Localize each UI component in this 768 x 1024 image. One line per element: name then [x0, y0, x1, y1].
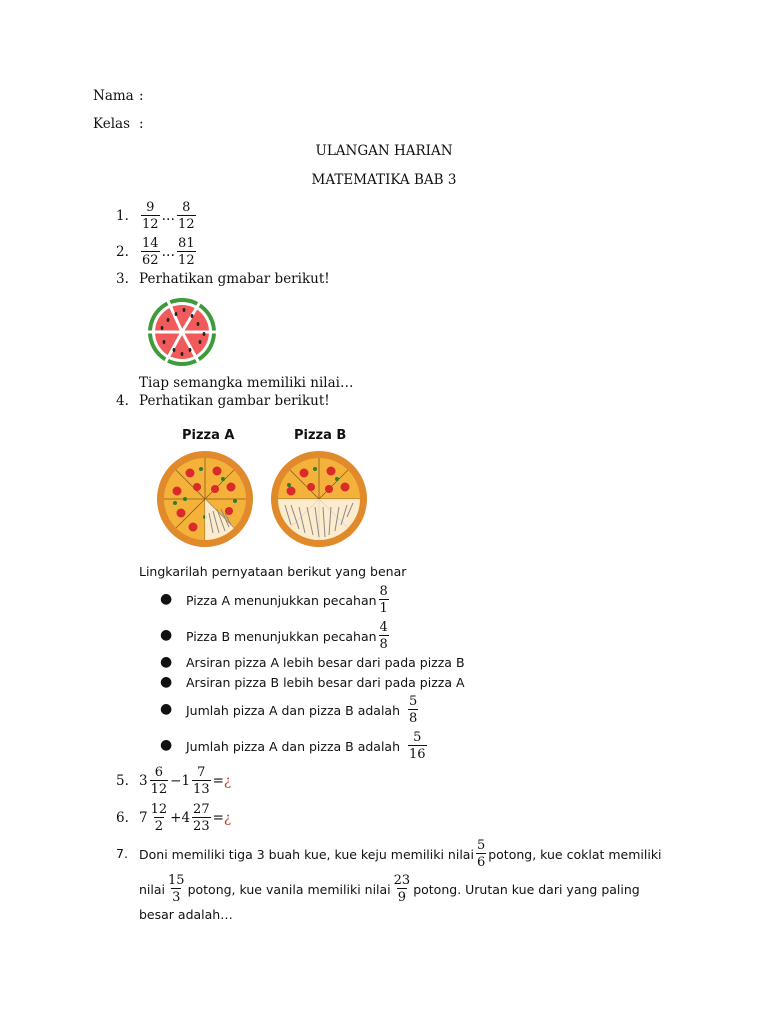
q4-option-1	[186, 583, 391, 617]
q5-expression	[139, 763, 231, 799]
frac-den: 23	[193, 819, 210, 834]
bullet-icon: ●	[160, 674, 173, 690]
q4-number: 4.	[116, 393, 129, 409]
q3-caption: Tiap semangka memiliki nilai…	[139, 375, 354, 391]
q2-fraction-a	[141, 237, 160, 267]
frac-den: 8	[379, 637, 388, 652]
q7-line-3: besar adalah…	[139, 907, 233, 922]
q1-number: 1.	[116, 208, 129, 224]
q1-fraction-b	[177, 201, 196, 231]
q5-number: 5.	[116, 773, 129, 789]
q6-expression	[139, 800, 231, 836]
pizza-a-label: Pizza A	[182, 428, 235, 443]
q7-fraction-1	[476, 839, 486, 869]
q4-option-2-fraction	[379, 621, 389, 651]
q4-option-5-text: Jumlah pizza A dan pizza B adalah	[186, 702, 401, 718]
pizza-b-label: Pizza B	[294, 428, 347, 443]
q7-line-2	[139, 871, 640, 907]
nama-colon: :	[139, 88, 144, 104]
q1-dots: …	[161, 208, 176, 224]
bullet-icon: ●	[160, 737, 173, 753]
q7-line-1-b: potong, kue coklat memiliki	[488, 846, 662, 862]
q4-option-5	[186, 693, 420, 727]
q6-whole-1: 7	[139, 810, 148, 826]
q5-equals: =	[212, 773, 224, 789]
q4-instruction: Lingkarilah pernyataan berikut yang benar	[139, 564, 407, 579]
q5-question-mark: ¿	[223, 773, 232, 789]
q6-fraction-2	[192, 803, 211, 833]
q4-option-2-text: Pizza B menunjukkan pecahan	[186, 628, 377, 644]
page-title: ULANGAN HARIAN	[315, 143, 453, 159]
kelas-label: Kelas	[93, 116, 131, 132]
q2-a-num: 14	[142, 236, 159, 251]
frac-den: 12	[150, 782, 168, 797]
q7-line-2-b: potong, kue vanila memiliki nilai	[187, 881, 391, 897]
q2-fraction-b	[177, 237, 196, 267]
q1-a-den: 12	[142, 217, 159, 232]
q4-option-5-fraction	[408, 695, 418, 725]
frac-num: 4	[379, 620, 388, 635]
q6-equals: =	[212, 810, 224, 826]
frac-num: 8	[379, 584, 388, 599]
pizza-b-image	[266, 450, 372, 548]
q7-line-1-a: Doni memiliki tiga 3 buah kue, kue keju memiliki nilai	[139, 846, 474, 862]
q7-fraction-2	[167, 874, 186, 904]
q4-option-3: Arsiran pizza A lebih besar dari pada pizza B	[186, 655, 465, 670]
q4-option-6-text: Jumlah pizza A dan pizza B adalah	[186, 738, 401, 754]
q6-number: 6.	[116, 810, 129, 826]
q4-text: Perhatikan gambar berikut!	[139, 393, 330, 409]
frac-num: 5	[413, 730, 422, 745]
bullet-icon: ●	[160, 654, 173, 670]
q7-line-2-c: potong. Urutan kue dari yang paling	[413, 881, 640, 897]
frac-den: 6	[476, 855, 486, 870]
q7-fraction-3	[393, 874, 412, 904]
nama-label: Nama	[93, 88, 134, 104]
watermelon-image	[144, 296, 220, 368]
q4-option-6-fraction	[408, 731, 427, 761]
q5-operator: −1	[170, 773, 191, 789]
q1-b-den: 12	[178, 217, 195, 232]
q4-option-1-fraction	[379, 585, 389, 615]
q7-line-1	[139, 836, 662, 872]
frac-den: 16	[409, 747, 426, 762]
q4-option-1-text: Pizza A menunjukkan pecahan	[186, 592, 377, 608]
q2-b-num: 81	[178, 236, 195, 251]
kelas-colon: :	[139, 116, 144, 132]
q3-number: 3.	[116, 271, 129, 287]
q5-fraction-1	[150, 766, 169, 796]
q4-option-6	[186, 729, 429, 763]
q7-number: 7.	[116, 846, 128, 861]
q4-option-4: Arsiran pizza B lebih besar dari pada pizza A	[186, 675, 465, 690]
bullet-icon: ●	[160, 591, 173, 607]
frac-den: 8	[409, 711, 418, 726]
bullet-icon: ●	[160, 627, 173, 643]
q1-expression	[139, 198, 198, 234]
frac-num: 12	[150, 802, 168, 817]
q2-a-den: 62	[142, 253, 159, 268]
q3-text: Perhatikan gmabar berikut!	[139, 271, 330, 287]
q2-number: 2.	[116, 244, 129, 260]
q1-b-num: 8	[182, 200, 191, 215]
q7-line-2-a: nilai	[139, 881, 166, 897]
q2-expression	[139, 234, 198, 270]
frac-num: 5	[409, 694, 418, 709]
frac-den: 13	[193, 782, 210, 797]
frac-num: 15	[168, 873, 185, 888]
q5-fraction-2	[192, 766, 211, 796]
frac-num: 7	[197, 765, 206, 780]
q6-operator: +4	[170, 810, 191, 826]
q4-option-2	[186, 619, 391, 653]
frac-den: 9	[397, 890, 407, 905]
frac-den: 2	[154, 819, 163, 834]
pizza-a-image	[152, 450, 258, 548]
page-subtitle: MATEMATIKA BAB 3	[311, 172, 457, 188]
bullet-icon: ●	[160, 701, 173, 717]
q2-b-den: 12	[178, 253, 195, 268]
q1-fraction-a	[141, 201, 160, 231]
frac-num: 27	[193, 802, 210, 817]
frac-den: 1	[379, 601, 388, 616]
frac-num: 23	[393, 873, 411, 888]
q2-dots: …	[161, 244, 176, 260]
q6-question-mark: ¿	[223, 810, 232, 826]
frac-num: 5	[476, 838, 486, 853]
frac-num: 6	[154, 765, 163, 780]
frac-den: 3	[172, 890, 181, 905]
q1-a-num: 9	[146, 200, 155, 215]
q5-whole-1: 3	[139, 773, 148, 789]
q6-fraction-1	[150, 803, 169, 833]
